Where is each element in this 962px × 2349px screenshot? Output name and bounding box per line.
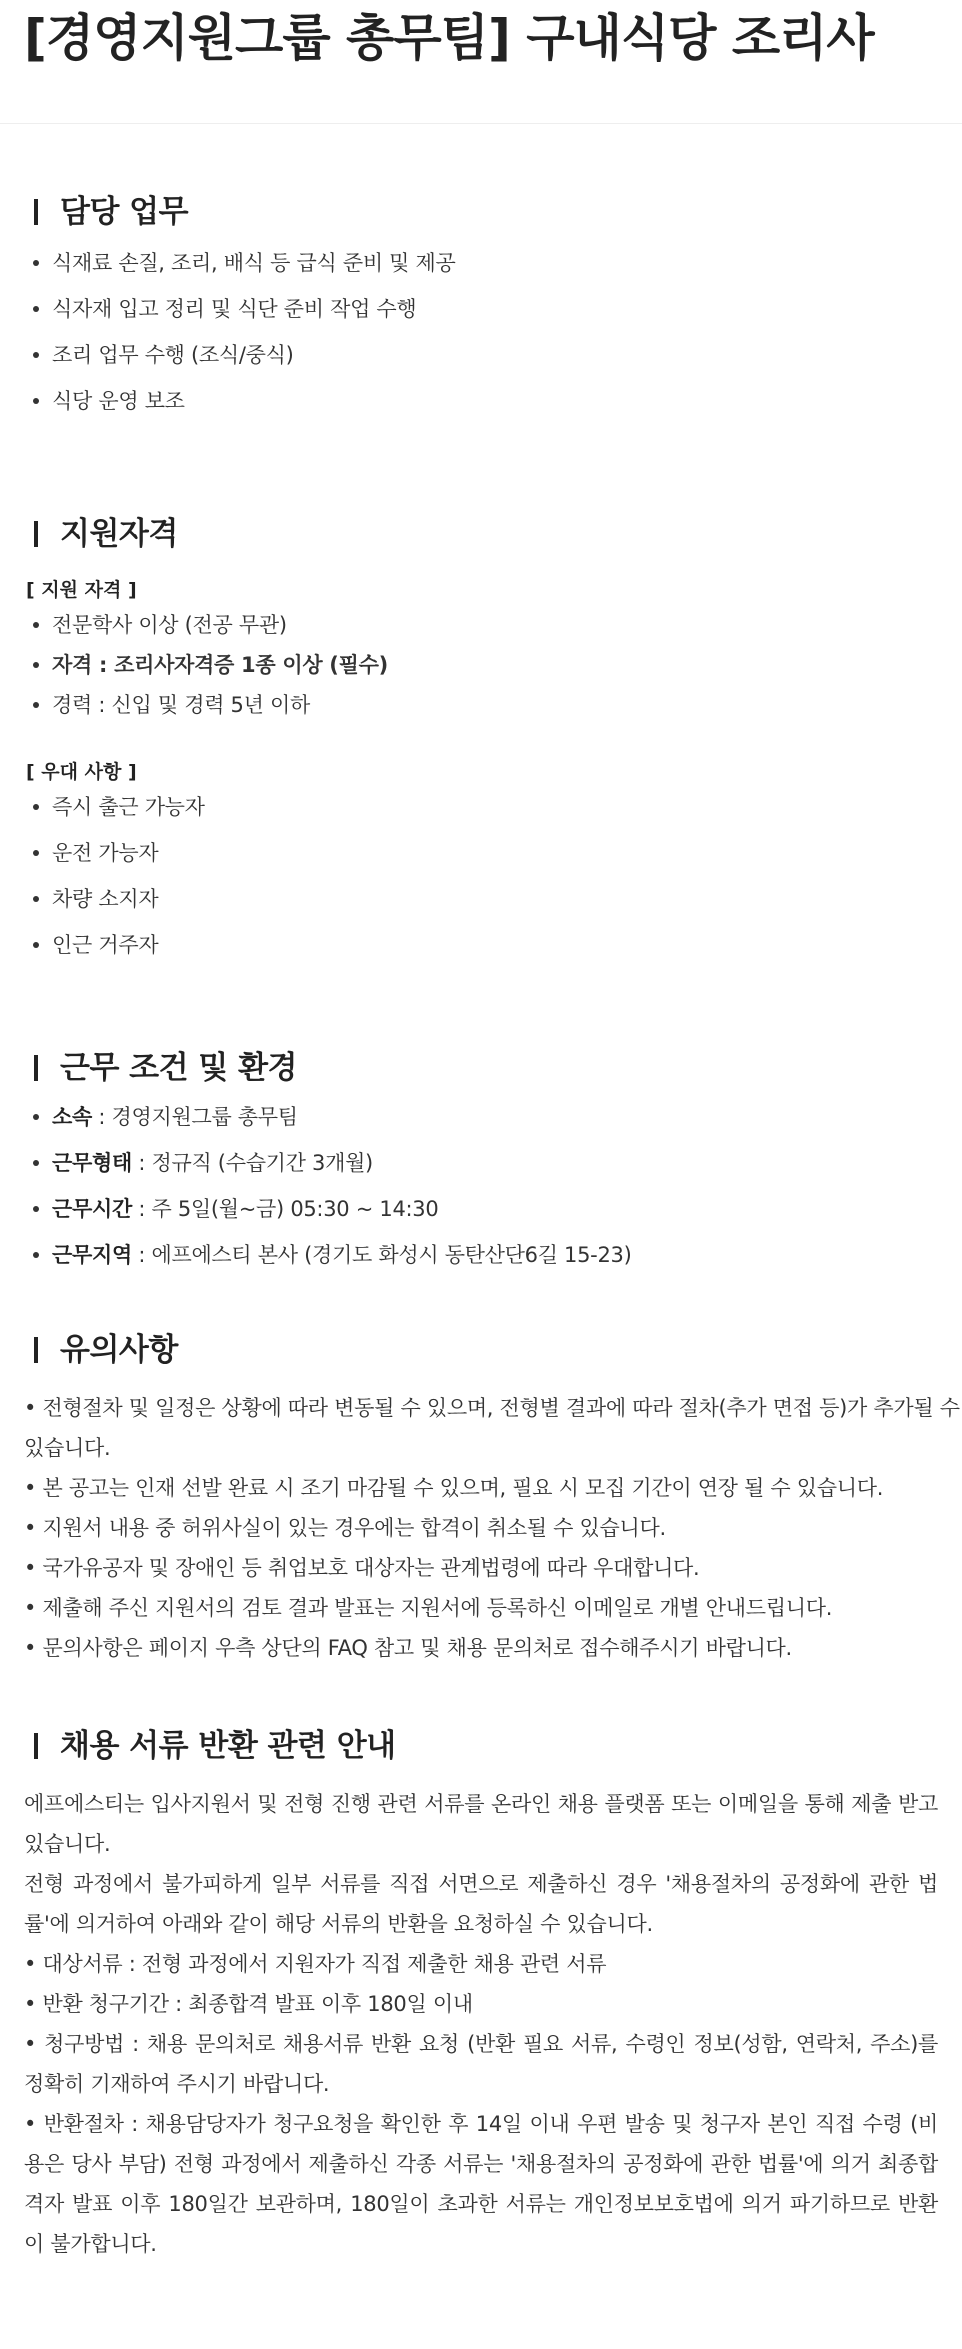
qualifications-heading-text: 지원자격 [60,516,178,552]
condition-value: : 정규직 (수습기간 3개월) [131,1151,373,1175]
notice-line: • 전형절차 및 일정은 상황에 따라 변동될 수 있으며, 전형별 결과에 따라 절차(추가 면접 등)가 추가될 수 [24,1396,960,1420]
conditions-heading [24,1048,938,1088]
duties-list [24,248,938,416]
condition-value: : 에프에스티 본사 (경기도 화성시 동탄산단6길 15-23) [131,1243,632,1267]
page-header [0,0,962,124]
list-item: 식자재 입고 정리 및 식단 준비 작업 수행 [24,294,938,324]
qualifications-heading [24,514,938,554]
preferred-label: [ 우대 사항 ] [26,761,137,783]
paragraph: • 대상서류 : 전형 과정에서 지원자가 직접 제출한 채용 관련 서류 [24,1952,607,1976]
list-item: 운전 가능자 [24,838,938,868]
condition-key: 근무형태 [52,1151,132,1175]
documents-heading [24,1726,938,1766]
heading-bar-icon [34,521,38,547]
list-item [24,1102,938,1132]
documents-body [24,1784,938,2264]
conditions-heading-text: 근무 조건 및 환경 [60,1050,297,1086]
duties-section [24,192,938,416]
list-item: 차량 소지자 [24,884,938,914]
notes-list [24,1388,960,1668]
condition-key: 근무시간 [52,1197,132,1221]
notice-line: • 문의사항은 페이지 우측 상단의 FAQ 참고 및 채용 문의처로 접수해주시기 바랍니다. [24,1636,792,1660]
list-item: 식재료 손질, 조리, 배식 등 급식 준비 및 제공 [24,248,938,278]
list-item: 전문학사 이상 (전공 무관) [24,610,938,640]
list-item: 인근 거주자 [24,930,938,960]
conditions-list [24,1102,938,1270]
notice-line: 있습니다. [24,1436,111,1460]
qualifications-section [24,514,938,960]
documents-heading-text: 채용 서류 반환 관련 안내 [60,1728,396,1764]
list-item [24,1148,938,1178]
paragraph: • 반환절차 : 채용담당자가 청구요청을 확인한 후 14일 이내 우편 발송 및 청구자 본인 직접 수령 (비용은 당사 부담) 전형 과정에서 제출하신 각종 서류는 '채용절차의 공정화에 관한 법률'에 의거 최종합격자 발표 이후 180일간 보관하며, 180일이 초과한 서류는 개인정보보호법에 의거 파기하므로 반환이 불가합니다. [24,2112,938,2256]
list-item: 식당 운영 보조 [24,386,938,416]
preferred-list [24,792,938,960]
condition-key: 소속 [52,1105,92,1129]
documents-section [24,1726,938,2264]
notes-heading-text: 유의사항 [60,1332,178,1368]
notice-line: • 국가유공자 및 장애인 등 취업보호 대상자는 관계법령에 따라 우대합니다. [24,1556,700,1580]
paragraph: • 청구방법 : 채용 문의처로 채용서류 반환 요청 (반환 필요 서류, 수령인 정보(성함, 연락처, 주소)를 정확히 기재하여 주시기 바랍니다. [24,2032,938,2096]
list-item: 자격 : 조리사자격증 1종 이상 (필수) [24,650,938,680]
notice-line: • 제출해 주신 지원서의 검토 결과 발표는 지원서에 등록하신 이메일로 개별 안내드립니다. [24,1596,833,1620]
notice-line: • 지원서 내용 중 허위사실이 있는 경우에는 합격이 취소될 수 있습니다. [24,1516,666,1540]
heading-bar-icon [34,1337,38,1363]
duties-heading-text: 담당 업무 [60,194,189,230]
job-posting-body [0,192,962,2264]
list-item: 경력 : 신입 및 경력 5년 이하 [24,690,938,720]
list-item [24,1194,938,1224]
required-list [24,610,938,720]
paragraph: • 반환 청구기간 : 최종합격 발표 이후 180일 이내 [24,1992,473,2016]
list-item: 즉시 출근 가능자 [24,792,938,822]
condition-value: : 경영지원그룹 총무팀 [91,1105,298,1129]
notice-line: • 본 공고는 인재 선발 완료 시 조기 마감될 수 있으며, 필요 시 모집 기간이 연장 될 수 있습니다. [24,1476,884,1500]
list-item: 조리 업무 수행 (조식/중식) [24,340,938,370]
heading-bar-icon [34,199,38,225]
required-label: [ 지원 자격 ] [26,579,137,601]
notes-section [24,1330,960,1668]
condition-key: 근무지역 [52,1243,132,1267]
condition-value: : 주 5일(월~금) 05:30 ~ 14:30 [131,1197,439,1221]
heading-bar-icon [34,1733,38,1759]
paragraph: 전형 과정에서 불가피하게 일부 서류를 직접 서면으로 제출하신 경우 '채용절차의 공정화에 관한 법률'에 의거하여 아래와 같이 해당 서류의 반환을 요청하실 수 있습니다. [24,1872,938,1936]
list-item [24,1240,938,1270]
page-title: [경영지원그룹 총무팀] 구내식당 조리사 [24,9,874,67]
paragraph: 에프에스티는 입사지원서 및 전형 진행 관련 서류를 온라인 채용 플랫폼 또는 이메일을 통해 제출 받고 있습니다. [24,1792,938,1856]
duties-heading [24,192,938,232]
notes-heading [24,1330,938,1370]
conditions-section [24,1048,938,1270]
heading-bar-icon [34,1055,38,1081]
